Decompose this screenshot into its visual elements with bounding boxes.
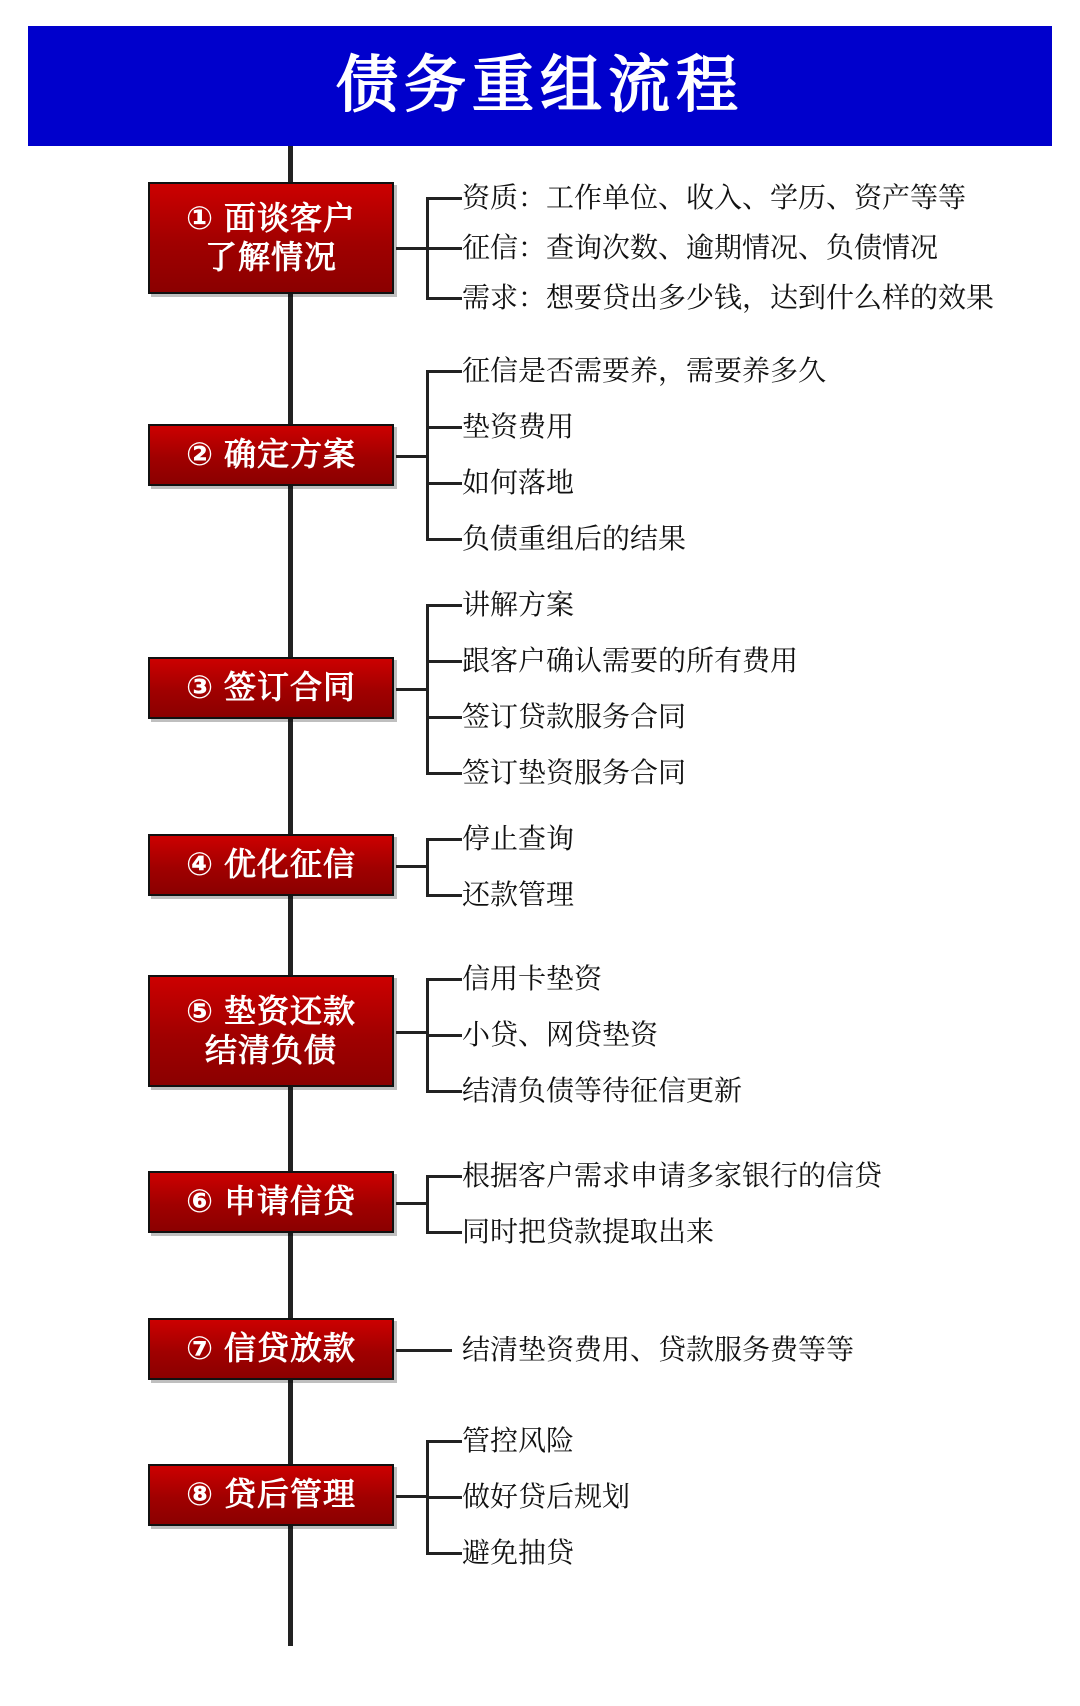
step-box-6[interactable] — [148, 1171, 394, 1233]
flow-spine — [288, 146, 293, 1646]
detail-text: 签订垫资服务合同 — [462, 757, 687, 788]
detail-tick — [426, 716, 462, 719]
detail-tick — [426, 1440, 462, 1443]
detail-tick — [426, 660, 462, 663]
step-connector — [396, 247, 426, 250]
detail-text: 需求：想要贷出多少钱，达到什么样的效果 — [462, 282, 995, 313]
step-label-line: 结清负债 — [204, 1032, 337, 1068]
page-title-banner — [28, 26, 1052, 146]
detail-text: 签订贷款服务合同 — [462, 701, 687, 732]
detail-text: 还款管理 — [462, 879, 575, 910]
step-label: 信贷放款 — [223, 1330, 356, 1367]
detail-tick — [426, 978, 462, 981]
step-connector — [396, 1349, 452, 1352]
detail-tick — [426, 297, 462, 300]
detail-text: 讲解方案 — [462, 589, 575, 620]
step-marker: ③ — [186, 669, 215, 706]
detail-text: 资质：工作单位、收入、学历、资产等等 — [462, 182, 967, 213]
step-connector — [396, 1495, 426, 1498]
step-label-line — [186, 668, 356, 707]
detail-tick — [426, 838, 462, 841]
step-label: 签订合同 — [223, 669, 356, 706]
step-marker: ⑧ — [186, 1476, 215, 1513]
detail-tick — [426, 894, 462, 897]
detail-text: 跟客户确认需要的所有费用 — [462, 645, 799, 676]
detail-bracket — [426, 838, 429, 894]
step-box-8[interactable] — [148, 1464, 394, 1526]
step-label: 申请信贷 — [223, 1183, 356, 1220]
detail-tick — [426, 482, 462, 485]
detail-text: 垫资费用 — [462, 411, 575, 442]
step-label-line — [186, 992, 356, 1031]
step-label-line — [186, 845, 356, 884]
detail-tick — [426, 604, 462, 607]
detail-tick — [426, 247, 462, 250]
step-label: 确定方案 — [223, 436, 356, 473]
step-marker: ⑦ — [186, 1330, 215, 1367]
detail-text: 如何落地 — [462, 467, 575, 498]
step-label: 垫资还款 — [223, 992, 356, 1029]
detail-tick — [426, 370, 462, 373]
detail-text: 信用卡垫资 — [462, 963, 603, 994]
detail-bracket — [426, 370, 429, 538]
step-marker: ④ — [186, 846, 215, 883]
step-box-3[interactable] — [148, 657, 394, 719]
detail-tick — [426, 426, 462, 429]
step-label-line — [186, 1329, 356, 1368]
detail-bracket — [426, 604, 429, 772]
step-box-7[interactable] — [148, 1318, 394, 1380]
step-box-2[interactable] — [148, 424, 394, 486]
step-label: 优化征信 — [223, 846, 356, 883]
detail-tick — [426, 1552, 462, 1555]
detail-tick — [426, 1231, 462, 1234]
detail-tick — [426, 772, 462, 775]
step-box-1[interactable] — [148, 182, 394, 294]
detail-text: 根据客户需求申请多家银行的信贷 — [462, 1160, 883, 1191]
detail-text: 避免抽贷 — [462, 1537, 575, 1568]
detail-text: 停止查询 — [462, 823, 575, 854]
page-title: 债务重组流程 — [335, 51, 744, 120]
step-box-5[interactable] — [148, 975, 394, 1087]
detail-text: 同时把贷款提取出来 — [462, 1216, 715, 1247]
step-connector — [396, 1202, 426, 1205]
step-connector — [396, 1031, 426, 1034]
step-label-line: 了解情况 — [204, 239, 337, 275]
detail-bracket — [426, 1175, 429, 1231]
detail-tick — [426, 1175, 462, 1178]
detail-text: 做好贷后规划 — [462, 1481, 631, 1512]
detail-text: 征信是否需要养，需要养多久 — [462, 355, 827, 386]
detail-text: 负债重组后的结果 — [462, 523, 687, 554]
step-box-4[interactable] — [148, 834, 394, 896]
step-marker: ① — [186, 199, 215, 236]
detail-tick — [426, 1090, 462, 1093]
detail-text: 征信：查询次数、逾期情况、负债情况 — [462, 232, 939, 263]
detail-text: 管控风险 — [462, 1425, 575, 1456]
detail-tick — [426, 538, 462, 541]
detail-tick — [426, 1034, 462, 1037]
detail-text: 结清负债等待征信更新 — [462, 1075, 743, 1106]
step-label-line — [186, 199, 356, 238]
step-label: 贷后管理 — [223, 1476, 356, 1513]
step-label-line — [186, 435, 356, 474]
step-marker: ⑥ — [186, 1183, 215, 1220]
detail-text: 结清垫资费用、贷款服务费等等 — [462, 1334, 855, 1365]
detail-text: 小贷、网贷垫资 — [462, 1019, 659, 1050]
step-marker: ② — [186, 436, 215, 473]
step-marker: ⑤ — [186, 992, 215, 1029]
step-label-line — [186, 1182, 356, 1221]
step-connector — [396, 455, 426, 458]
step-label-line — [186, 1475, 356, 1514]
step-connector — [396, 688, 426, 691]
detail-tick — [426, 197, 462, 200]
step-connector — [396, 865, 426, 868]
detail-tick — [426, 1496, 462, 1499]
step-label: 面谈客户 — [223, 199, 356, 236]
